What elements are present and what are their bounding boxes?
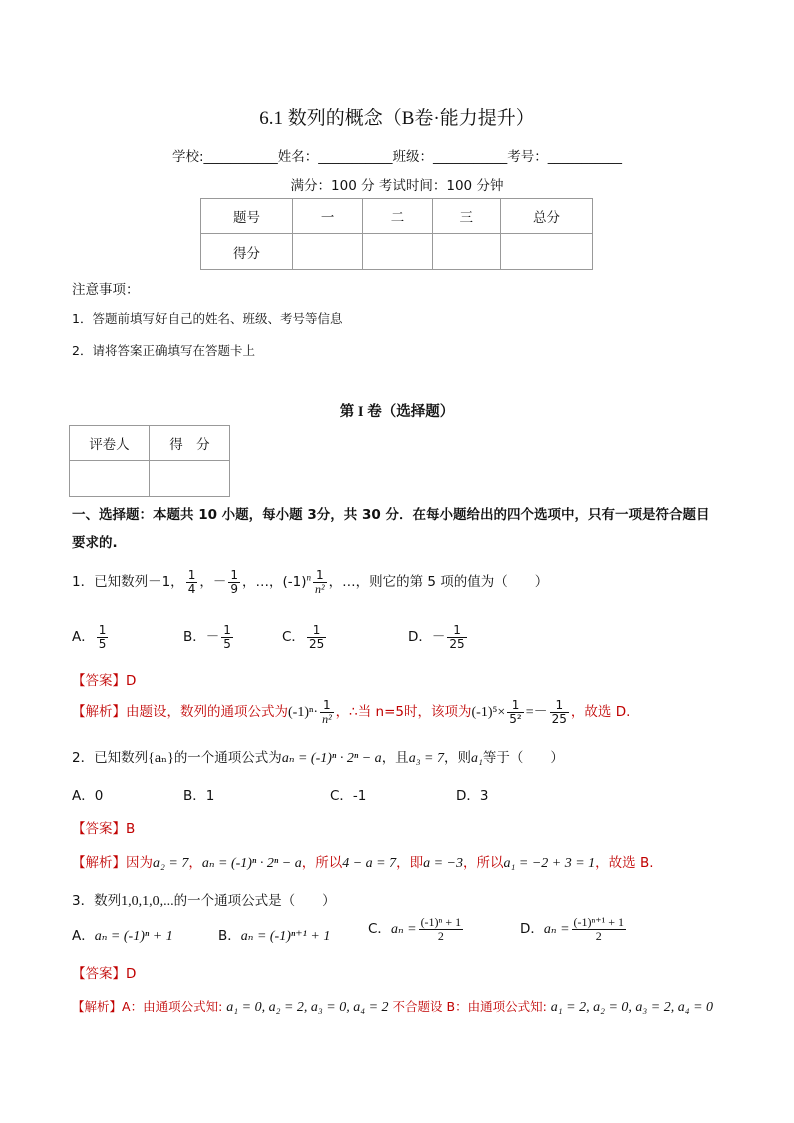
fraction: $\frac{1}{4}$	[187, 568, 196, 596]
student-info-row: 学校:___________姓名：___________班级：___________考号：___________	[171, 149, 623, 165]
score-header-cell: 三	[432, 199, 500, 234]
question-2-stem: 2．已知数列{aₙ}的一个通项公式为aₙ = (-1)ⁿ · 2ⁿ − a，且a₃ = 7，则a₁等于（ ）	[72, 750, 564, 766]
score-row-label: 得分	[201, 234, 293, 270]
q3-option-a[interactable]: A．aₙ = (-1)ⁿ + 1	[72, 928, 173, 944]
q2-option-b[interactable]: B．1	[183, 788, 215, 804]
score-table	[200, 198, 593, 270]
volume-title: 第 I 卷（选择题）	[339, 404, 455, 420]
score-header-cell: 总分	[500, 199, 592, 234]
score-cell[interactable]	[293, 234, 363, 270]
fraction: $\frac{1}{\text{n²}}$	[314, 568, 325, 596]
q1-option-d[interactable]: D．－ $\frac{1}{25}$	[408, 623, 465, 651]
grader-cell[interactable]	[149, 461, 229, 497]
q1-answer: 【答案】D	[72, 673, 137, 689]
q3-option-b[interactable]: B．aₙ = (-1)ⁿ⁺¹ + 1	[218, 928, 331, 944]
question-3-stem: 3．数列1,0,1,0,...的一个通项公式是（ ）	[72, 893, 336, 909]
score-header-cell: 题号	[201, 199, 293, 234]
score-cell[interactable]	[432, 234, 500, 270]
note-item: 2．请将答案正确填写在答题卡上	[72, 343, 255, 358]
q2-option-a[interactable]: A．0	[72, 788, 104, 804]
q2-answer: 【答案】B	[72, 821, 136, 837]
q3-option-d[interactable]: D．aₙ = $\frac{\text{(-1)ⁿ⁺¹ + 1}}{2}$	[520, 915, 624, 943]
q2-analysis: 【解析】因为a₂ = 7，aₙ = (-1)ⁿ · 2ⁿ − a，所以4 − a = 7，即a = −3，所以a₁ = −2 + 3 = 1，故选 B.	[72, 855, 654, 871]
q3-analysis: 【解析】A：由通项公式知: a₁ = 0, a₂ = 2, a₃ = 0, a₄ = 2 不合题设 B：由通项公式知: a₁ = 2, a₂ = 0, a₃ = 2, a₄ = 0	[72, 999, 714, 1015]
section-heading: 一、选择题：本题共 10 小题，每小题 3分，共 30 分．在每小题给出的四个选项中，只有一项是符合题目	[72, 507, 710, 523]
q1-option-b[interactable]: B．－ $\frac{1}{5}$	[183, 623, 231, 651]
note-item: 1．答题前填写好自己的姓名、班级、考号等信息	[72, 311, 343, 326]
section-heading-cont: 要求的.	[72, 535, 118, 551]
q3-answer: 【答案】D	[72, 966, 137, 982]
score-cell[interactable]	[363, 234, 432, 270]
grader-header: 评卷人	[70, 426, 150, 461]
q1-option-c[interactable]: C． $\frac{1}{25}$	[282, 623, 325, 651]
notes-heading: 注意事项：	[72, 282, 140, 298]
q2-option-c[interactable]: C．-1	[330, 788, 367, 804]
grader-cell[interactable]	[70, 461, 150, 497]
score-header-cell: 二	[363, 199, 432, 234]
question-1-stem: 1．已知数列－1， $\frac{1}{4}$ ，－ $\frac{1}{9}$ ，…，$(-1)^n$ $\frac{1}{\text{n²}}$ ，…，则它的第 5 项的值为（ ）	[72, 568, 549, 596]
q3-option-c[interactable]: C．aₙ = $\frac{\text{(-1)ⁿ + 1}}{2}$	[368, 915, 462, 943]
q1-option-a[interactable]: A． $\frac{1}{5}$	[72, 623, 107, 651]
grader-header: 得 分	[149, 426, 229, 461]
score-cell[interactable]	[500, 234, 592, 270]
page-title: 6.1 数列的概念（B卷·能力提升）	[259, 108, 535, 129]
q2-option-d[interactable]: D．3	[456, 788, 489, 804]
q1-analysis: 【解析】由题设，数列的通项公式为(-1)ⁿ· $\frac{1}{\text{n²}}$ ，∴当 n=5时，该项为(-1)⁵× $\frac{1}{\text{5²}}$ =－ $\frac{1}{25}$ ，故选 D.	[72, 698, 631, 726]
score-header-cell: 一	[293, 199, 363, 234]
fraction: $\frac{1}{9}$	[230, 568, 238, 596]
grader-table	[69, 425, 230, 497]
exam-score-time: 满分：100 分 考试时间：100 分钟	[290, 178, 504, 194]
